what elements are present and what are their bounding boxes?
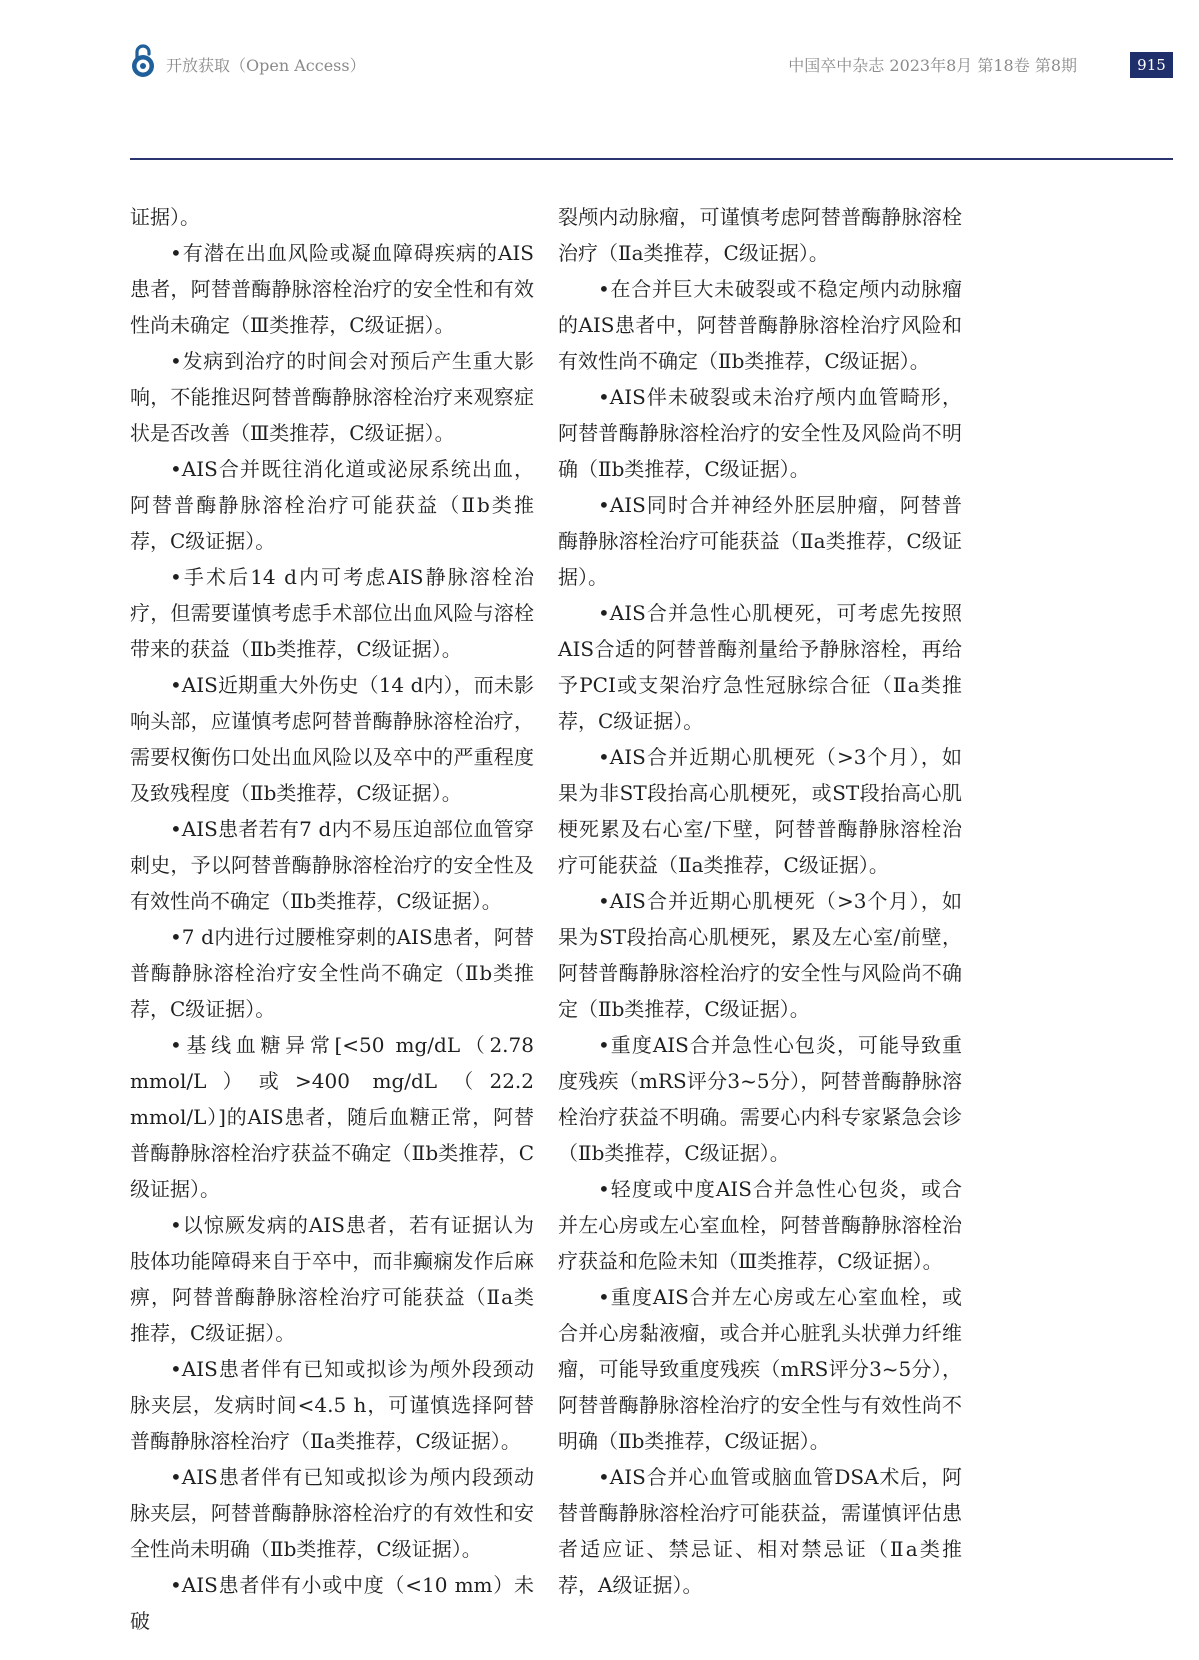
paragraph: •AIS合并近期心肌梗死（>3个月），如果为非ST段抬高心肌梗死，或ST段抬高心肌梗死累及右心室/下壁，阿替普酶静脉溶栓治疗可能获益（Ⅱa类推荐，C级证据）。 <box>558 745 962 877</box>
paragraph: •手术后14 d内可考虑AIS静脉溶栓治疗，但需要谨慎考虑手术部位出血风险与溶栓带来的获益（Ⅱb类推荐，C级证据）。 <box>130 565 534 661</box>
paragraph: •AIS患者若有7 d内不易压迫部位血管穿刺史，予以阿替普酶静脉溶栓治疗的安全性及有效性尚不确定（Ⅱb类推荐，C级证据）。 <box>130 817 534 913</box>
paragraph: •AIS合并近期心肌梗死（>3个月），如果为ST段抬高心肌梗死，累及左心室/前壁，阿替普酶静脉溶栓治疗的安全性与风险尚不确定（Ⅱb类推荐，C级证据）。 <box>558 889 962 1021</box>
open-access-label: 开放获取（Open Access） <box>166 56 366 75</box>
open-access-lock-icon <box>130 42 156 78</box>
paragraph: •发病到治疗的时间会对预后产生重大影响，不能推迟阿替普酶静脉溶栓治疗来观察症状是否改善（Ⅲ类推荐，C级证据）。 <box>130 349 534 445</box>
paragraph: •AIS合并急性心肌梗死，可考虑先按照AIS合适的阿替普酶剂量给予静脉溶栓，再给予PCI或支架治疗急性冠脉综合征（Ⅱa类推荐，C级证据）。 <box>558 601 962 733</box>
paragraph: •基线血糖异常[<50 mg/dL（2.78 mmol/L）或>400 mg/dL（22.2 mmol/L）]的AIS患者，随后血糖正常，阿替普酶静脉溶栓治疗获益不确定（Ⅱb类推荐，C级证据）。 <box>130 1033 534 1201</box>
paragraph: •以惊厥发病的AIS患者，若有证据认为肢体功能障碍来自于卒中，而非癫痫发作后麻痹，阿替普酶静脉溶栓治疗可能获益（Ⅱa类推荐，C级证据）。 <box>130 1213 534 1345</box>
right-column <box>558 199 962 1603</box>
journal-citation: 中国卒中杂志 2023年8月 第18卷 第8期 <box>788 56 1077 75</box>
paragraph: •重度AIS合并急性心包炎，可能导致重度残疾（mRS评分3~5分），阿替普酶静脉溶栓治疗获益不明确。需要心内科专家紧急会诊（Ⅱb类推荐，C级证据）。 <box>558 1033 962 1165</box>
paragraph: •有潜在出血风险或凝血障碍疾病的AIS患者，阿替普酶静脉溶栓治疗的安全性和有效性尚未确定（Ⅲ类推荐，C级证据）。 <box>130 241 534 337</box>
paragraph: •AIS同时合并神经外胚层肿瘤，阿替普酶静脉溶栓治疗可能获益（Ⅱa类推荐，C级证据）。 <box>558 493 962 589</box>
paragraph: 裂颅内动脉瘤，可谨慎考虑阿替普酶静脉溶栓治疗（Ⅱa类推荐，C级证据）。 <box>558 205 962 265</box>
paragraph: •7 d内进行过腰椎穿刺的AIS患者，阿替普酶静脉溶栓治疗安全性尚不确定（Ⅱb类推荐，C级证据）。 <box>130 925 534 1021</box>
header-divider <box>130 158 1173 160</box>
paragraph: •AIS患者伴有已知或拟诊为颅内段颈动脉夹层，阿替普酶静脉溶栓治疗的有效性和安全性尚未明确（Ⅱb类推荐，C级证据）。 <box>130 1465 534 1561</box>
paragraph: •AIS合并既往消化道或泌尿系统出血，阿替普酶静脉溶栓治疗可能获益（Ⅱb类推荐，C级证据）。 <box>130 457 534 553</box>
paragraph: •AIS伴未破裂或未治疗颅内血管畸形，阿替普酶静脉溶栓治疗的安全性及风险尚不明确（Ⅱb类推荐，C级证据）。 <box>558 385 962 481</box>
page-number-badge: 915 <box>1130 52 1173 78</box>
paragraph: •轻度或中度AIS合并急性心包炎，或合并左心房或左心室血栓，阿替普酶静脉溶栓治疗获益和危险未知（Ⅲ类推荐，C级证据）。 <box>558 1177 962 1273</box>
paragraph: •重度AIS合并左心房或左心室血栓，或合并心房黏液瘤，或合并心脏乳头状弹力纤维瘤，可能导致重度残疾（mRS评分3~5分），阿替普酶静脉溶栓治疗的安全性与有效性尚不明确（Ⅱb类推荐，C级证据）。 <box>558 1285 962 1453</box>
paragraph: •在合并巨大未破裂或不稳定颅内动脉瘤的AIS患者中，阿替普酶静脉溶栓治疗风险和有效性尚不确定（Ⅱb类推荐，C级证据）。 <box>558 277 962 373</box>
paragraph: 证据）。 <box>130 205 200 229</box>
page-header <box>0 0 1199 160</box>
paragraph: •AIS患者伴有小或中度（<10 mm）未破 <box>130 1573 534 1633</box>
paragraph: •AIS合并心血管或脑血管DSA术后，阿替普酶静脉溶栓治疗可能获益，需谨慎评估患者适应证、禁忌证、相对禁忌证（Ⅱa类推荐，A级证据）。 <box>558 1465 962 1597</box>
left-column <box>130 199 534 1639</box>
paragraph: •AIS近期重大外伤史（14 d内），而未影响头部，应谨慎考虑阿替普酶静脉溶栓治疗，需要权衡伤口处出血风险以及卒中的严重程度及致残程度（Ⅱb类推荐，C级证据）。 <box>130 673 534 805</box>
paragraph: •AIS患者伴有已知或拟诊为颅外段颈动脉夹层，发病时间<4.5 h，可谨慎选择阿替普酶静脉溶栓治疗（Ⅱa类推荐，C级证据）。 <box>130 1357 534 1453</box>
